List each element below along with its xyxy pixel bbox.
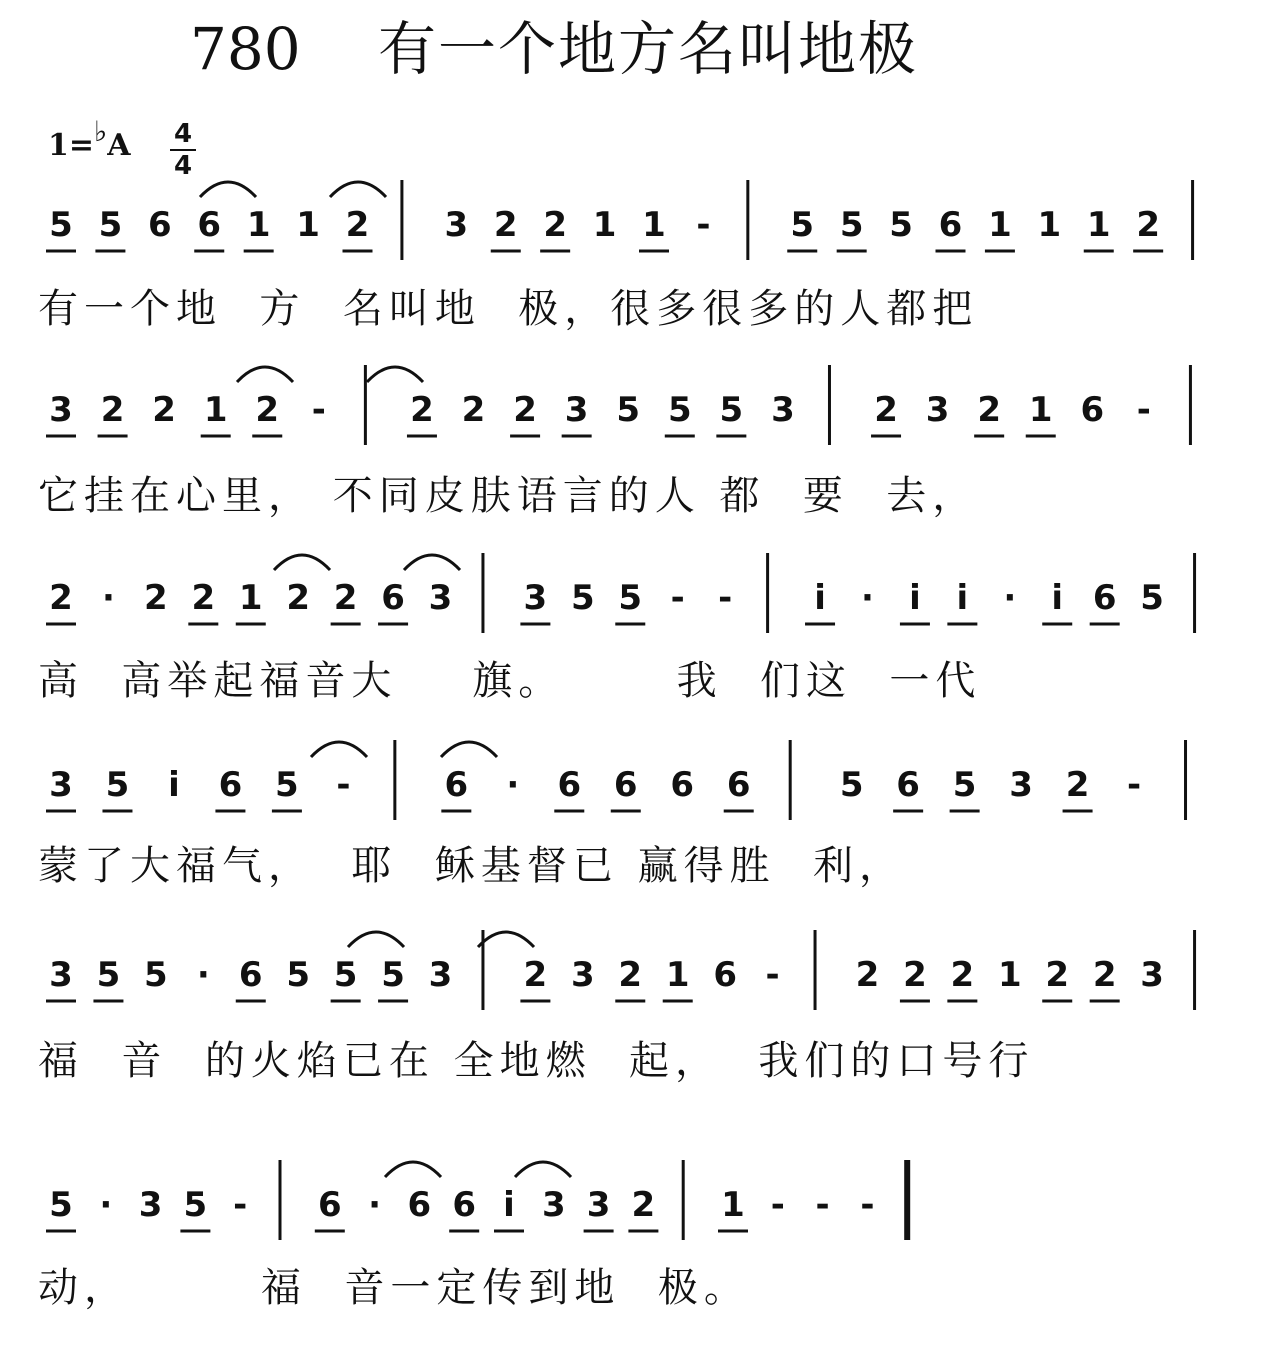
note: 1 [296,205,320,245]
slur [200,182,256,197]
note: 1 [665,955,690,995]
note: 2 [1092,955,1117,995]
key-prefix: 1= [48,128,95,163]
slur [478,932,534,947]
note: 2 [152,390,176,430]
note: 5 [96,955,121,995]
note: 1 [642,205,666,245]
note: i [814,578,826,618]
lyrics-line-2: 它挂在心里， 不同皮肤语言的人 都 要 去， [38,473,979,519]
note: 3 [570,955,595,995]
note: · [196,955,210,995]
lyrics-line-5: 福 音 的火焰已在 全地燃 起， 我们的口号行 [38,1038,1035,1084]
note: 6 [713,955,737,995]
note: 3 [49,955,73,995]
note: 2 [950,955,975,995]
note: 5 [333,955,358,995]
note: · [99,1185,113,1225]
note: 6 [381,578,405,618]
note: 2 [855,955,880,995]
note: 5 [183,1185,208,1225]
note: 6 [147,205,172,245]
notes-line-6 [0,1185,1280,1235]
note: 1 [592,205,617,245]
note: 2 [903,955,927,995]
note: - [311,390,326,430]
note: 3 [428,955,453,995]
note: 5 [889,205,913,245]
note: 2 [618,955,643,995]
note: · [101,578,115,618]
slur [404,555,460,570]
slur [330,182,386,197]
note: 6 [1092,578,1117,618]
note: 2 [49,578,73,618]
note: 3 [1140,955,1164,995]
lyrics-line-1: 有一个地 方 名叫地 极，很多很多的人都把 [38,286,979,332]
note: 3 [49,390,73,430]
note: 2 [286,578,311,618]
note: 2 [513,390,537,430]
slur [348,932,404,947]
note: 6 [407,1185,432,1225]
time-signature-top: 4 [173,119,193,149]
note: 5 [105,765,130,805]
slur [441,742,497,757]
note: 1 [1028,390,1053,430]
flat-sign: ♭ [94,115,108,148]
note: 2 [874,390,898,430]
note: 1 [1037,205,1062,245]
note: i [909,578,921,618]
notes-line-3 [0,578,1280,628]
note: 5 [1140,578,1164,618]
note: 5 [144,955,168,995]
note: 2 [1065,765,1090,805]
note: 3 [586,1185,611,1225]
note: 3 [564,390,589,430]
note: 5 [570,578,595,618]
note: 5 [839,205,864,245]
note: - [233,1185,248,1225]
note: 5 [618,578,643,618]
note: 1 [988,205,1012,245]
note: 1 [246,205,271,245]
note: 3 [771,390,795,430]
note: - [1136,390,1151,430]
note: 3 [1009,765,1033,805]
note: i [1051,578,1064,618]
note: 2 [345,205,370,245]
note: 5 [381,955,405,995]
note: 2 [977,390,1001,430]
note: 6 [218,765,243,805]
note: 6 [317,1185,342,1225]
note: 3 [428,578,453,618]
slur [385,1162,441,1177]
lyrics-line-4: 蒙了大福气， 耶 稣基督已 赢得胜 利， [38,843,906,889]
note: · [506,765,520,805]
note: 5 [616,390,641,430]
note: - [765,955,780,995]
note: - [670,578,685,618]
note: 5 [839,765,864,805]
note: 2 [493,205,518,245]
note: 5 [49,205,73,245]
notes-line-1 [0,205,1280,255]
lyrics-line-6: 动， 福 音一定传到地 极。 [38,1265,750,1311]
note: 6 [613,765,638,805]
note: - [718,578,733,618]
note: - [1126,765,1142,805]
note: 3 [49,765,73,805]
slur [237,367,293,382]
note: 3 [925,390,950,430]
note: 6 [938,205,963,245]
note: 6 [197,205,222,245]
note: 2 [461,390,486,430]
note: 3 [523,578,548,618]
note: 6 [238,955,263,995]
note: 2 [333,578,358,618]
note: 5 [667,390,692,430]
note: 2 [255,390,280,430]
slur [367,367,423,382]
note: 6 [452,1185,477,1225]
note: 2 [1136,205,1160,245]
page-title: 有一个地方名叫地极 [378,15,919,83]
note: 2 [1045,955,1070,995]
key-letter: A [107,128,131,163]
note: 5 [952,765,977,805]
lyrics-line-3: 高 高举起福音大 旗。 我 们这 一代 [38,658,982,704]
note: 5 [719,390,744,430]
note: · [861,578,874,618]
notes-line-5 [0,955,1280,1005]
note: 6 [444,765,469,805]
slur [274,555,330,570]
note: 3 [541,1185,566,1225]
note: 3 [444,205,469,245]
note: · [368,1185,382,1225]
note: - [815,1185,830,1225]
note: 6 [670,765,695,805]
note: 2 [191,578,216,618]
note: - [696,205,711,245]
note: - [336,765,351,805]
note: 1 [1086,205,1111,245]
time-signature-bottom: 4 [173,151,193,181]
note: 5 [275,765,299,805]
note: 2 [100,390,125,430]
note: 1 [997,955,1022,995]
note: 5 [790,205,815,245]
note: 2 [543,205,567,245]
note: - [770,1185,785,1225]
note: 6 [557,765,582,805]
slur [515,1162,571,1177]
note: 6 [726,765,751,805]
note: 2 [523,955,548,995]
note: 5 [286,955,311,995]
note: i [168,765,180,805]
note: 5 [49,1185,73,1225]
note: · [1003,578,1017,618]
note: 2 [144,578,168,618]
slur [311,742,367,757]
page-title-number: 780 [190,15,301,83]
note: 1 [721,1185,745,1225]
note: 2 [631,1185,656,1225]
note: - [860,1185,875,1225]
note: i [503,1185,515,1225]
note: 1 [203,390,228,430]
notes-line-2 [0,390,1280,440]
note: 6 [896,765,920,805]
notes-line-4 [0,765,1280,815]
note: 5 [98,205,123,245]
note: 6 [1080,390,1105,430]
note: i [956,578,969,618]
note: 1 [238,578,263,618]
note: 2 [410,390,434,430]
note: 3 [138,1185,163,1225]
